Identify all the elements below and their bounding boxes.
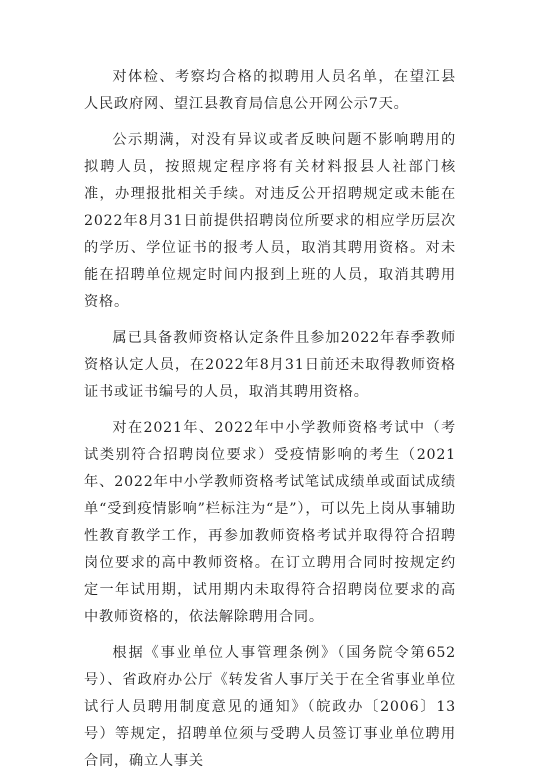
paragraph-teacher-certification: 属已具备教师资格认定条件且参加2022年春季教师资格认定人员，在2022年8月31日前还未取得教师资格证书或证书编号的人员，取消其聘用资格。 (84, 330, 456, 400)
paragraph-approval: 公示期满，对没有异议或者反映问题不影响聘用的拟聘人员，按照规定程序将有关材料报县人社部门核准，办理报批相关手续。对违反公开招聘规定或未能在2022年8月31日前提供招聘岗位所要求的相应学历层次的学历、学位证书的报考人员，取消其聘用资格。对未能在招聘单位规定时间内报到上班的人员，取消其聘用资格。 (84, 132, 456, 310)
document-body (84, 64, 456, 784)
paragraph-epidemic-candidates: 对在2021年、2022年中小学教师资格考试中（考试类别符合招聘岗位要求）受疫情影响的考生（2021年、2022年中小学教师资格考试笔试成绩单或面试成绩单“受到疫情影响”栏标注为“是”），可以先上岗从事辅助性教育教学工作，再参加教师资格考试并取得符合招聘岗位要求的高中教师资格。在订立聘用合同时按规定约定一年试用期，试用期内未取得符合招聘岗位要求的高中教师资格的，依法解除聘用合同。 (84, 420, 456, 625)
paragraph-publicity: 对体检、考察均合格的拟聘用人员名单，在望江县人民政府网、望江县教育局信息公开网公示7天。 (84, 69, 456, 112)
paragraph-employment-contract: 根据《事业单位人事管理条例》（国务院令第652号）、省政府办公厅《转发省人事厅关于在全省事业单位试行人员聘用制度意见的通知》（皖政办〔2006〕13号）等规定，招聘单位须与受聘人员签订事业单位聘用合同，确立人事关 (84, 645, 456, 769)
